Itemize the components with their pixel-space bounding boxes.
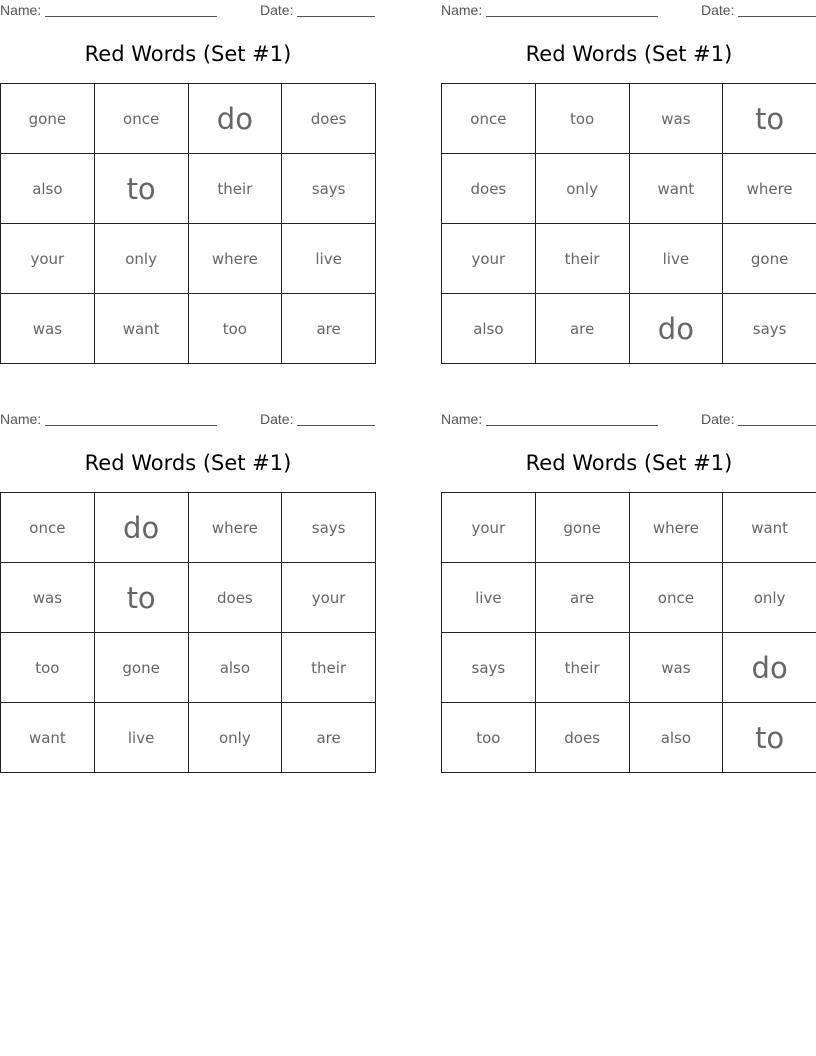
grid-cell: does bbox=[189, 563, 283, 633]
grid-cell: only bbox=[723, 563, 816, 633]
grid-cell: do bbox=[189, 84, 283, 154]
date-label: Date: bbox=[701, 411, 735, 427]
grid-cell: to bbox=[723, 84, 816, 154]
grid-cell: do bbox=[630, 294, 724, 364]
grid-cell: was bbox=[1, 563, 95, 633]
name-label: Name: bbox=[441, 411, 483, 427]
grid-cell: says bbox=[723, 294, 816, 364]
name-label: Name: bbox=[441, 2, 483, 18]
grid-cell: too bbox=[442, 703, 536, 773]
grid-cell: gone bbox=[1, 84, 95, 154]
name-label: Name: bbox=[0, 411, 42, 427]
grid-cell: live bbox=[282, 224, 376, 294]
card-title: Red Words (Set #1) bbox=[525, 42, 733, 66]
date-label: Date: bbox=[260, 2, 294, 18]
card-header bbox=[441, 409, 816, 429]
card-title: Red Words (Set #1) bbox=[525, 451, 733, 475]
grid-cell: too bbox=[189, 294, 283, 364]
grid-cell: too bbox=[1, 633, 95, 703]
grid-cell: do bbox=[95, 493, 189, 563]
grid-cell: your bbox=[1, 224, 95, 294]
grid-cell: want bbox=[95, 294, 189, 364]
grid-cell: where bbox=[189, 224, 283, 294]
grid-cell: also bbox=[630, 703, 724, 773]
date-line bbox=[738, 16, 816, 17]
name-line bbox=[486, 16, 658, 17]
grid-cell: to bbox=[723, 703, 816, 773]
grid-cell: where bbox=[189, 493, 283, 563]
grid-cell: where bbox=[630, 493, 724, 563]
grid-cell: was bbox=[1, 294, 95, 364]
grid-cell: want bbox=[723, 493, 816, 563]
grid-cell: live bbox=[630, 224, 724, 294]
card-title: Red Words (Set #1) bbox=[84, 42, 292, 66]
grid-cell: your bbox=[282, 563, 376, 633]
word-grid bbox=[441, 83, 816, 364]
grid-cell: says bbox=[282, 154, 376, 224]
grid-cell: only bbox=[189, 703, 283, 773]
grid-cell: live bbox=[95, 703, 189, 773]
grid-cell: once bbox=[95, 84, 189, 154]
name-line bbox=[45, 425, 217, 426]
grid-cell: only bbox=[536, 154, 630, 224]
date-line bbox=[738, 425, 816, 426]
grid-cell: do bbox=[723, 633, 816, 703]
card-header bbox=[0, 409, 376, 429]
date-label: Date: bbox=[701, 2, 735, 18]
grid-cell: their bbox=[282, 633, 376, 703]
grid-cell: was bbox=[630, 84, 724, 154]
grid-cell: also bbox=[189, 633, 283, 703]
grid-cell: does bbox=[536, 703, 630, 773]
grid-cell: once bbox=[1, 493, 95, 563]
grid-cell: too bbox=[536, 84, 630, 154]
grid-cell: gone bbox=[723, 224, 816, 294]
grid-cell: where bbox=[723, 154, 816, 224]
grid-cell: their bbox=[189, 154, 283, 224]
card-header bbox=[441, 0, 816, 20]
grid-cell: gone bbox=[95, 633, 189, 703]
grid-cell: are bbox=[282, 294, 376, 364]
grid-cell: are bbox=[282, 703, 376, 773]
grid-cell: does bbox=[442, 154, 536, 224]
grid-cell: does bbox=[282, 84, 376, 154]
grid-cell: to bbox=[95, 563, 189, 633]
grid-cell: also bbox=[1, 154, 95, 224]
grid-cell: says bbox=[442, 633, 536, 703]
grid-cell: gone bbox=[536, 493, 630, 563]
grid-cell: live bbox=[442, 563, 536, 633]
grid-cell: to bbox=[95, 154, 189, 224]
date-line bbox=[297, 425, 375, 426]
date-label: Date: bbox=[260, 411, 294, 427]
date-line bbox=[297, 16, 375, 17]
name-line bbox=[486, 425, 658, 426]
grid-cell: their bbox=[536, 224, 630, 294]
grid-cell: want bbox=[1, 703, 95, 773]
card-header bbox=[0, 0, 376, 20]
grid-cell: are bbox=[536, 294, 630, 364]
grid-cell: also bbox=[442, 294, 536, 364]
grid-cell: their bbox=[536, 633, 630, 703]
grid-cell: was bbox=[630, 633, 724, 703]
grid-cell: your bbox=[442, 224, 536, 294]
grid-cell: are bbox=[536, 563, 630, 633]
word-grid bbox=[0, 83, 376, 364]
name-label: Name: bbox=[0, 2, 42, 18]
grid-cell: your bbox=[442, 493, 536, 563]
grid-cell: want bbox=[630, 154, 724, 224]
word-grid bbox=[441, 492, 816, 773]
grid-cell: once bbox=[442, 84, 536, 154]
grid-cell: says bbox=[282, 493, 376, 563]
grid-cell: only bbox=[95, 224, 189, 294]
card-title: Red Words (Set #1) bbox=[84, 451, 292, 475]
word-grid bbox=[0, 492, 376, 773]
grid-cell: once bbox=[630, 563, 724, 633]
name-line bbox=[45, 16, 217, 17]
